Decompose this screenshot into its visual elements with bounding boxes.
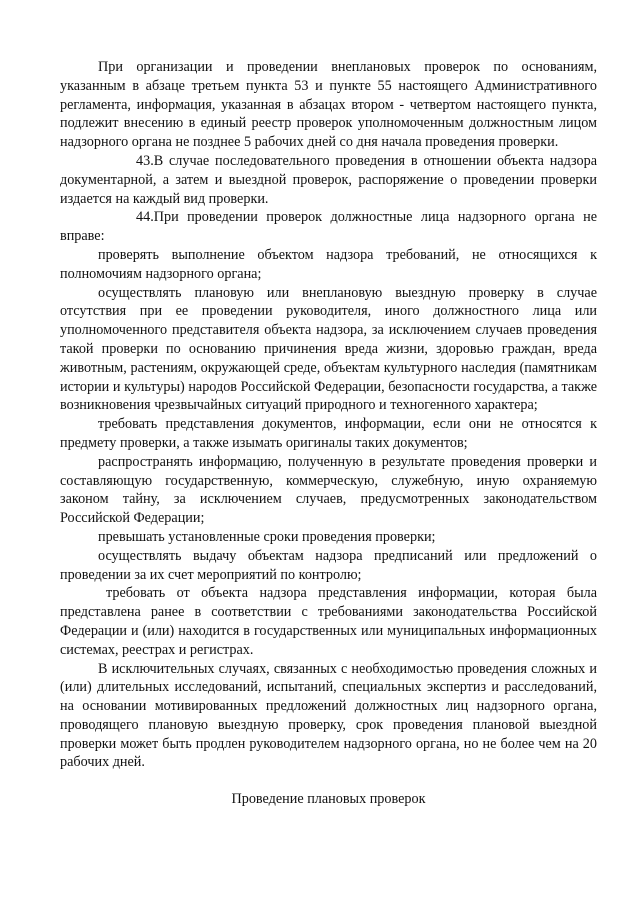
paragraph-43	[60, 152, 597, 208]
document-page	[60, 58, 597, 809]
paragraph-text: В случае последовательного проведения в отношении объекта надзора документарной, а затем и выездной проверок, распоряжение о проведении проверки издается на каждый вид проверки.	[60, 152, 597, 207]
list-item: осуществлять плановую или внеплановую выездную проверку в случае отсутствия при ее проведении руководителя, иного должностного лица или уполномоченного представителя объекта надзора, за исключением случаев проведения такой проверки по основанию причинения вреда жизни, здоровью граждан, вреда животным, растениям, окружающей среде, объектам культурного наследия (памятникам истории и культуры) народов Российской Федерации, безопасности государства, а также возникновения чрезвычайных ситуаций природного и техногенного характера;	[60, 284, 597, 414]
paragraph-reestr: При организации и проведении внеплановых проверок по основаниям, указанным в абзаце третьем пункта 53 и пункте 55 настоящего Административного регламента, информация, указанная в абзацах втором - четвертом настоящего пункта, подлежит внесению в единый реестр проверок уполномоченным должностным лицом надзорного органа не позднее 5 рабочих дней со дня начала проведения проверки.	[60, 59, 597, 151]
item-number: 43.	[136, 152, 154, 169]
section-heading: Проведение плановых проверок	[231, 791, 426, 808]
list-item: требовать представления документов, информации, если они не относятся к предмету проверки, а также изымать оригиналы таких документов;	[60, 416, 597, 451]
item-number: 44.	[136, 209, 154, 226]
list-item: превышать установленные сроки проведения проверки;	[98, 528, 436, 545]
list-item: осуществлять выдачу объектам надзора предписаний или предложений о проведении за их счет мероприятий по контролю;	[60, 547, 597, 583]
list-item: проверять выполнение объектом надзора требований, не относящихся к полномочиям надзорного органа;	[60, 246, 597, 282]
paragraph-extension: В исключительных случаях, связанных с необходимостью проведения сложных и (или) длительных исследований, испытаний, специальных экспертиз и расследований, на основании мотивированных предложений должностных лиц надзорного органа, проводящего плановую выездную проверку, срок проведения плановой выездной проверки может быть продлен руководителем надзорного органа, но не более чем на 20 рабочих дней.	[60, 660, 597, 771]
list-item: распространять информацию, полученную в результате проведения проверки и составляющую государственную, коммерческую, служебную, иную охраняемую законом тайну, за исключением случаев, предусмотренных законодательством Российской Федерации;	[60, 453, 597, 527]
paragraph-text: При проведении проверок должностные лица надзорного органа не вправе:	[60, 209, 597, 245]
paragraph-44	[60, 208, 597, 246]
list-item: требовать от объекта надзора представления информации, которая была представлена ранее в соответствии с требованиями законодательства Российской Федерации и (или) находится в государственных или муниципальных информационных системах, реестрах и регистрах.	[60, 585, 597, 658]
